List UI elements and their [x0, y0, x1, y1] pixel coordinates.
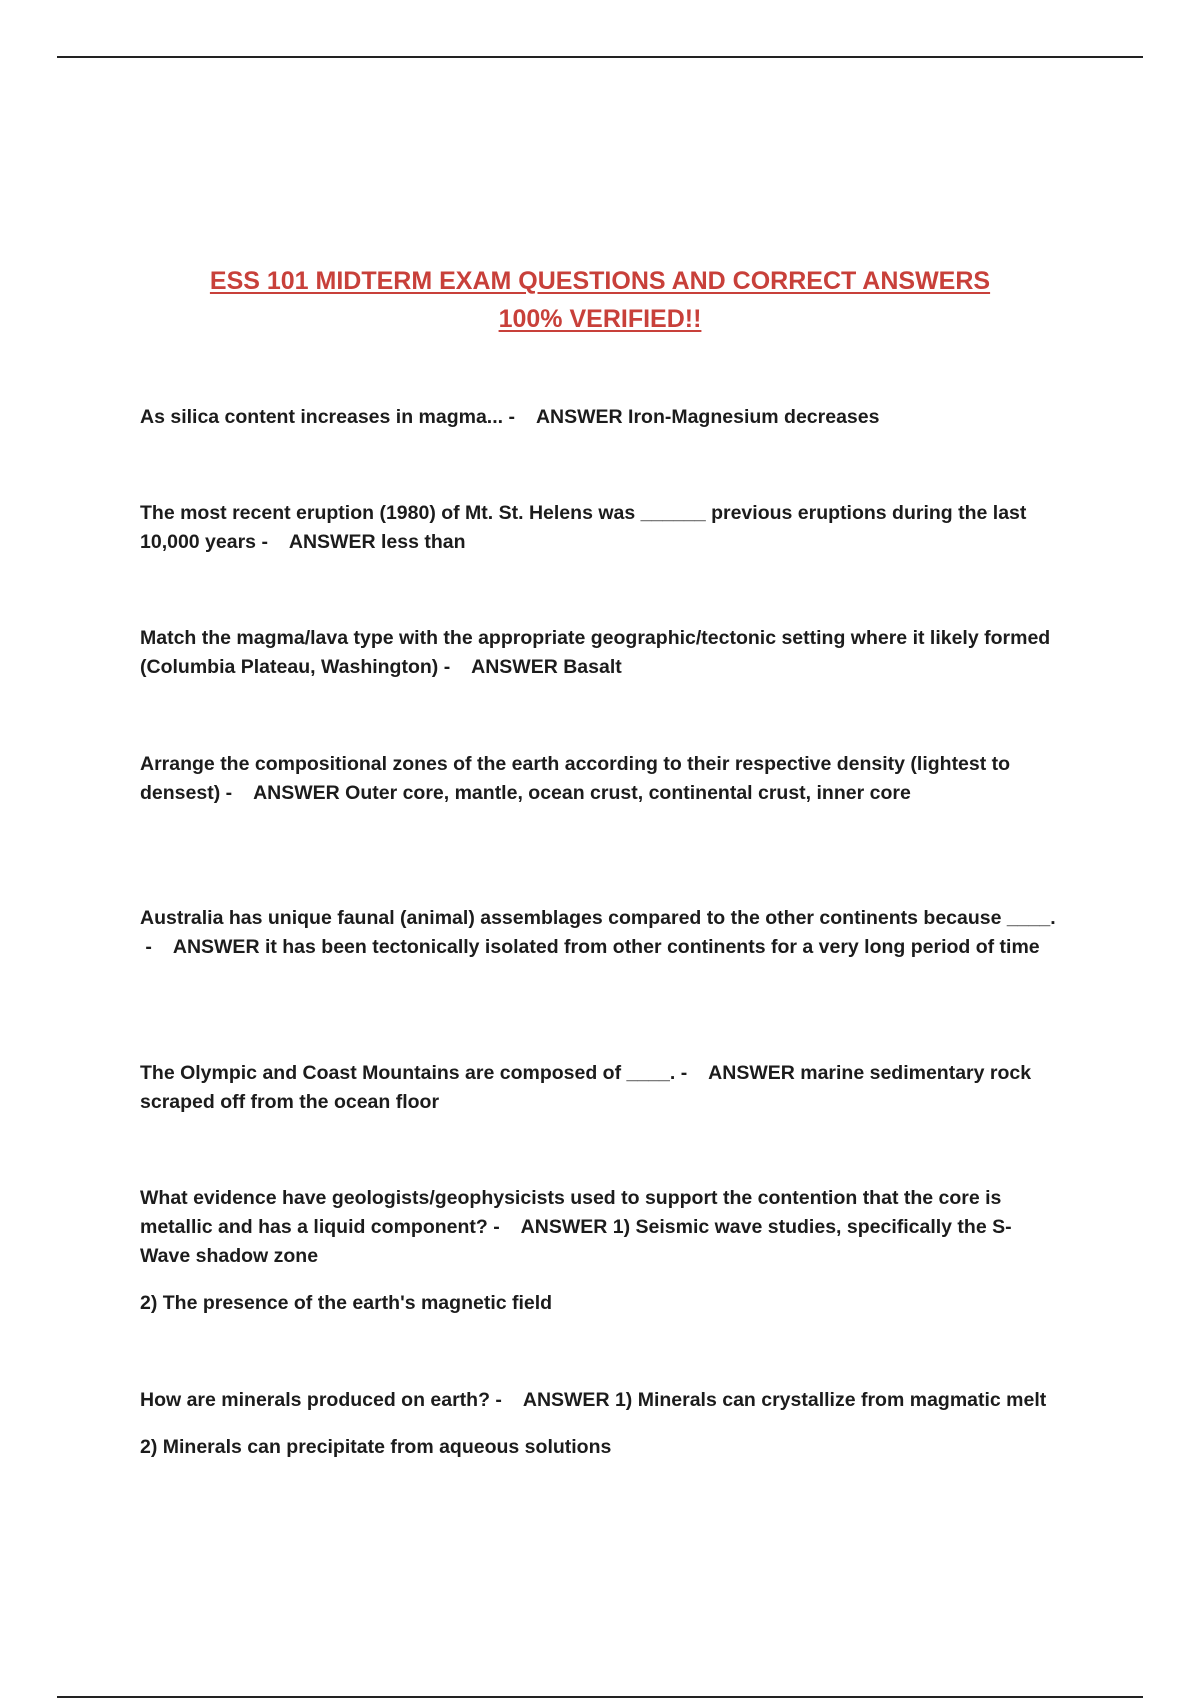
question-text: As silica content increases in magma...: [140, 406, 504, 428]
qa-item-8: [140, 1386, 1060, 1462]
title-line-1: ESS 101 MIDTERM EXAM QUESTIONS AND CORRECT ANSWERS: [209, 267, 991, 295]
separator: -: [438, 656, 472, 678]
answer-text: ANSWER less than: [288, 531, 466, 553]
top-rule: [57, 56, 1143, 58]
qa-item-1: [140, 403, 1060, 432]
qa-item-7: [140, 1184, 1060, 1318]
answer-text: ANSWER it has been tectonically isolated from other continents for a very long period of time: [172, 936, 1040, 958]
separator: -: [140, 936, 173, 958]
question-text: The most recent eruption (1980) of Mt. St. Helens was ______ previous eruptions during the last 10,000 years: [140, 502, 1027, 553]
separator: -: [503, 406, 536, 428]
question-text: Arrange the compositional zones of the earth according to their respective density (lightest to densest): [140, 753, 1011, 804]
qa-item-2: [140, 499, 1060, 557]
answer-text: ANSWER Iron-Magnesium decreases: [535, 406, 880, 428]
qa-item-4: [140, 750, 1060, 808]
qa-item-3: [140, 624, 1060, 682]
answer-extra: 2) Minerals can precipitate from aqueous solutions: [140, 1436, 612, 1458]
qa-item-6: [140, 1059, 1060, 1117]
separator: -: [487, 1216, 521, 1238]
answer-text: ANSWER Basalt: [471, 656, 622, 678]
title-line-2: 100% VERIFIED!!: [498, 305, 702, 333]
answer-text: ANSWER 1) Minerals can crystallize from magmatic melt: [522, 1389, 1047, 1411]
separator: -: [220, 782, 254, 804]
question-text: What evidence have geologists/geophysicists used to support the contention that the core is metallic and has a liquid component?: [140, 1187, 1002, 1238]
question-text: The Olympic and Coast Mountains are composed of ____.: [140, 1062, 676, 1084]
question-text: Match the magma/lava type with the appropriate geographic/tectonic setting where it likely formed (Columbia Plateau, Washington): [140, 627, 1051, 678]
answer-text: ANSWER Outer core, mantle, ocean crust, continental crust, inner core: [253, 782, 911, 804]
answer-text: ANSWER 1) Seismic wave studies, specifically the S-Wave shadow zone: [140, 1216, 1012, 1267]
separator: -: [490, 1389, 523, 1411]
qa-item-5: [140, 904, 1060, 962]
question-text: Australia has unique faunal (animal) assemblages compared to the other continents because ____.: [140, 907, 1056, 929]
question-text: How are minerals produced on earth?: [140, 1389, 490, 1411]
answer-text: ANSWER marine sedimentary rock scraped off from the ocean floor: [140, 1062, 1032, 1113]
separator: -: [675, 1062, 709, 1084]
document-title: [130, 262, 1070, 338]
answer-extra: 2) The presence of the earth's magnetic field: [140, 1292, 553, 1314]
bottom-rule: [57, 1696, 1143, 1698]
separator: -: [256, 531, 289, 553]
